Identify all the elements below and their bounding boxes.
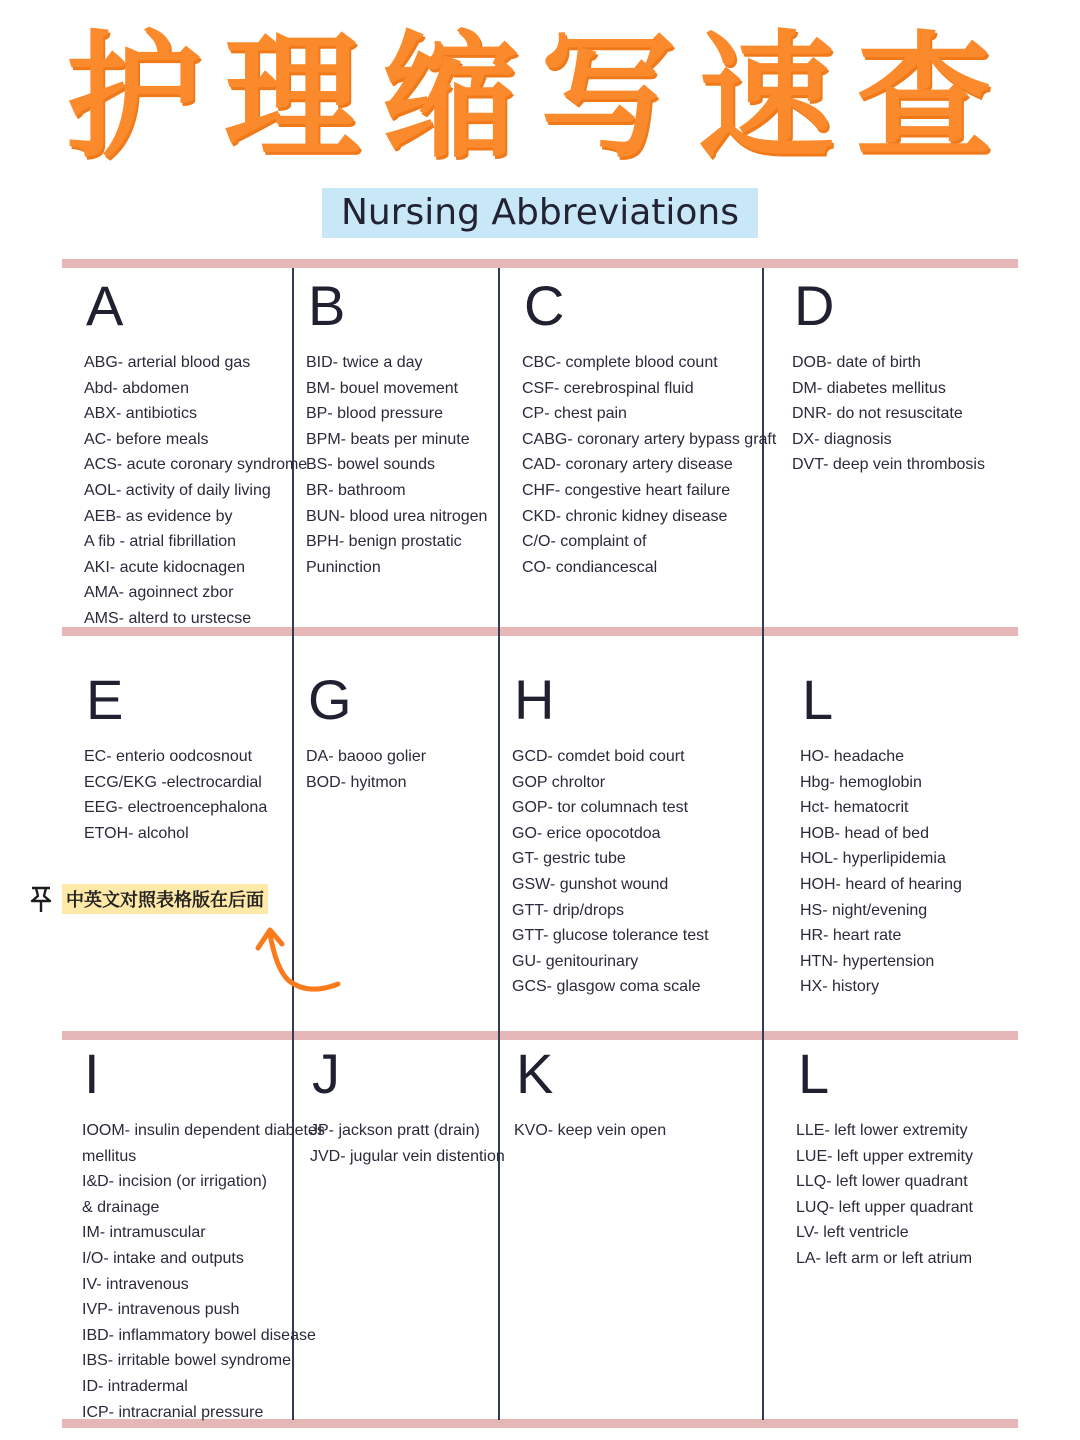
section-d xyxy=(792,276,985,478)
section-letter: K xyxy=(516,1042,554,1105)
list-item: EEG- electroencephalona xyxy=(84,799,268,817)
section-e xyxy=(84,670,267,846)
list-item: Hct- hematocrit xyxy=(800,799,909,817)
abbreviation-list xyxy=(82,1118,325,1425)
list-item: CABG- coronary artery bypass graft xyxy=(522,430,777,448)
list-item: DX- diagnosis xyxy=(792,430,892,448)
abbreviation-list xyxy=(306,744,426,795)
section-letter: J xyxy=(312,1042,340,1105)
list-item: JP- jackson pratt (drain) xyxy=(310,1122,480,1139)
list-item: JVD- jugular vein distention xyxy=(310,1147,505,1165)
note-banner xyxy=(28,884,268,914)
list-item: DA- baooo golier xyxy=(306,748,427,765)
abbreviation-list xyxy=(306,350,487,580)
section-h xyxy=(512,670,709,1000)
list-item: DOB- date of birth xyxy=(792,354,921,371)
list-item: BS- bowel sounds xyxy=(306,456,435,474)
list-item: ETOH- alcohol xyxy=(84,824,189,842)
list-item: ACS- acute coronary syndrome xyxy=(84,456,308,474)
list-item: HR- heart rate xyxy=(800,927,902,945)
list-item: GOP- tor columnach test xyxy=(512,799,689,817)
list-item: CKD- chronic kidney disease xyxy=(522,507,728,525)
section-letter: D xyxy=(794,274,835,337)
subtitle-banner: Nursing Abbreviations xyxy=(322,188,758,238)
list-item: BP- blood pressure xyxy=(306,405,443,423)
abbreviation-list xyxy=(800,744,962,1000)
list-item: KVO- keep vein open xyxy=(514,1122,667,1139)
list-item: AOL- activity of daily living xyxy=(84,481,271,499)
section-letter: E xyxy=(86,668,124,731)
list-item: DVT- deep vein thrombosis xyxy=(792,456,985,474)
list-item: GT- gestric tube xyxy=(512,850,626,868)
list-item: LLE- left lower extremity xyxy=(796,1122,968,1139)
list-item: GO- erice opocotdoa xyxy=(512,824,661,842)
section-letter: B xyxy=(308,274,346,337)
list-item: IM- intramuscular xyxy=(82,1224,206,1242)
section-c xyxy=(522,276,776,580)
list-item: LA- left arm or left atrium xyxy=(796,1249,973,1267)
section-l-upper xyxy=(800,670,962,1000)
list-item: IVP- intravenous push xyxy=(82,1301,240,1319)
list-item: I/O- intake and outputs xyxy=(82,1249,244,1267)
section-b xyxy=(306,276,487,580)
abbreviation-list xyxy=(310,1118,505,1169)
row-divider xyxy=(62,1031,1018,1040)
section-j xyxy=(310,1044,505,1169)
list-item: ABG- arterial blood gas xyxy=(84,354,251,371)
abbreviation-list xyxy=(792,350,985,478)
list-item: GTT- drip/drops xyxy=(512,901,625,919)
list-item: GSW- gunshot wound xyxy=(512,875,669,893)
list-item: BM- bouel movement xyxy=(306,379,459,397)
list-item: HOL- hyperlipidemia xyxy=(800,850,946,868)
list-item: GU- genitourinary xyxy=(512,952,639,970)
column-divider xyxy=(498,268,500,1420)
list-item: Puninction xyxy=(306,558,381,576)
list-item: ID- intradermal xyxy=(82,1377,188,1395)
page-title: 护理缩写速查 xyxy=(66,19,1014,177)
list-item: IBD- inflammatory bowel disease xyxy=(82,1326,316,1344)
list-item: Abd- abdomen xyxy=(84,379,189,397)
abbreviation-list xyxy=(84,744,267,846)
section-g xyxy=(306,670,426,795)
list-item: mellitus xyxy=(82,1147,137,1165)
section-a xyxy=(84,276,307,632)
abbreviation-list xyxy=(796,1118,973,1272)
row-divider xyxy=(62,259,1018,268)
list-item: I&D- incision (or irrigation) xyxy=(82,1173,267,1191)
abbreviation-list xyxy=(512,744,709,1000)
abbreviation-list xyxy=(514,1118,666,1144)
section-letter: L xyxy=(798,1042,830,1105)
pushpin-icon xyxy=(28,885,54,913)
list-item: GCS- glasgow coma scale xyxy=(512,978,701,996)
list-item: BR- bathroom xyxy=(306,481,406,499)
list-item: HTN- hypertension xyxy=(800,952,935,970)
list-item: HO- headache xyxy=(800,748,905,765)
list-item: DNR- do not resuscitate xyxy=(792,405,963,423)
section-k xyxy=(514,1044,666,1144)
list-item: AEB- as evidence by xyxy=(84,507,233,525)
list-item: A fib - atrial fibrillation xyxy=(84,533,237,551)
list-item: ABX- antibiotics xyxy=(84,405,197,423)
list-item: LV- left ventricle xyxy=(796,1224,909,1242)
list-item: AMA- agoinnect zbor xyxy=(84,584,234,602)
section-letter: A xyxy=(86,274,124,337)
list-item: AC- before meals xyxy=(84,430,209,448)
list-item: ECG/EKG -electrocardial xyxy=(84,773,262,791)
list-item: & drainage xyxy=(82,1198,160,1216)
list-item: C/O- complaint of xyxy=(522,533,647,551)
list-item: BPM- beats per minute xyxy=(306,430,470,448)
list-item: AKI- acute kidocnagen xyxy=(84,558,245,576)
abbreviation-list xyxy=(522,350,776,580)
section-l-lower xyxy=(796,1044,973,1272)
list-item: CAD- coronary artery disease xyxy=(522,456,733,474)
section-letter: I xyxy=(84,1042,100,1105)
list-item: CHF- congestive heart failure xyxy=(522,481,731,499)
list-item: BID- twice a day xyxy=(306,354,423,371)
list-item: HX- history xyxy=(800,978,880,996)
list-item: AMS- alterd to urstecse xyxy=(84,609,252,627)
curved-arrow-icon xyxy=(248,920,348,1000)
list-item: LUE- left upper extremity xyxy=(796,1147,973,1165)
list-item: LLQ- left lower quadrant xyxy=(796,1173,968,1191)
section-letter: G xyxy=(308,668,352,731)
list-item: DM- diabetes mellitus xyxy=(792,379,946,397)
abbreviation-list xyxy=(84,350,307,632)
list-item: BUN- blood urea nitrogen xyxy=(306,507,488,525)
list-item: GCD- comdet boid court xyxy=(512,748,685,765)
list-item: IV- intravenous xyxy=(82,1275,189,1293)
list-item: HOH- heard of hearing xyxy=(800,875,962,893)
list-item: EC- enterio oodcosnout xyxy=(84,748,253,765)
section-letter: H xyxy=(514,668,555,731)
section-letter: C xyxy=(524,274,565,337)
list-item: Hbg- hemoglobin xyxy=(800,773,922,791)
section-i xyxy=(82,1044,325,1425)
list-item: CP- chest pain xyxy=(522,405,627,423)
section-letter: L xyxy=(802,668,834,731)
list-item: GTT- glucose tolerance test xyxy=(512,927,709,945)
list-item: HS- night/evening xyxy=(800,901,928,919)
list-item: CBC- complete blood count xyxy=(522,354,718,371)
list-item: HOB- head of bed xyxy=(800,824,929,842)
list-item: BOD- hyitmon xyxy=(306,773,407,791)
list-item: CSF- cerebrospinal fluid xyxy=(522,379,694,397)
list-item: IOOM- insulin dependent diabetes xyxy=(82,1122,325,1139)
list-item: CO- condiancescal xyxy=(522,558,658,576)
note-text: 中英文对照表格版在后面 xyxy=(62,884,268,914)
list-item: IBS- irritable bowel syndrome xyxy=(82,1352,291,1370)
list-item: GOP chroltor xyxy=(512,773,606,791)
list-item: LUQ- left upper quadrant xyxy=(796,1198,973,1216)
list-item: BPH- benign prostatic xyxy=(306,533,462,551)
list-item: ICP- intracranial pressure xyxy=(82,1403,264,1421)
